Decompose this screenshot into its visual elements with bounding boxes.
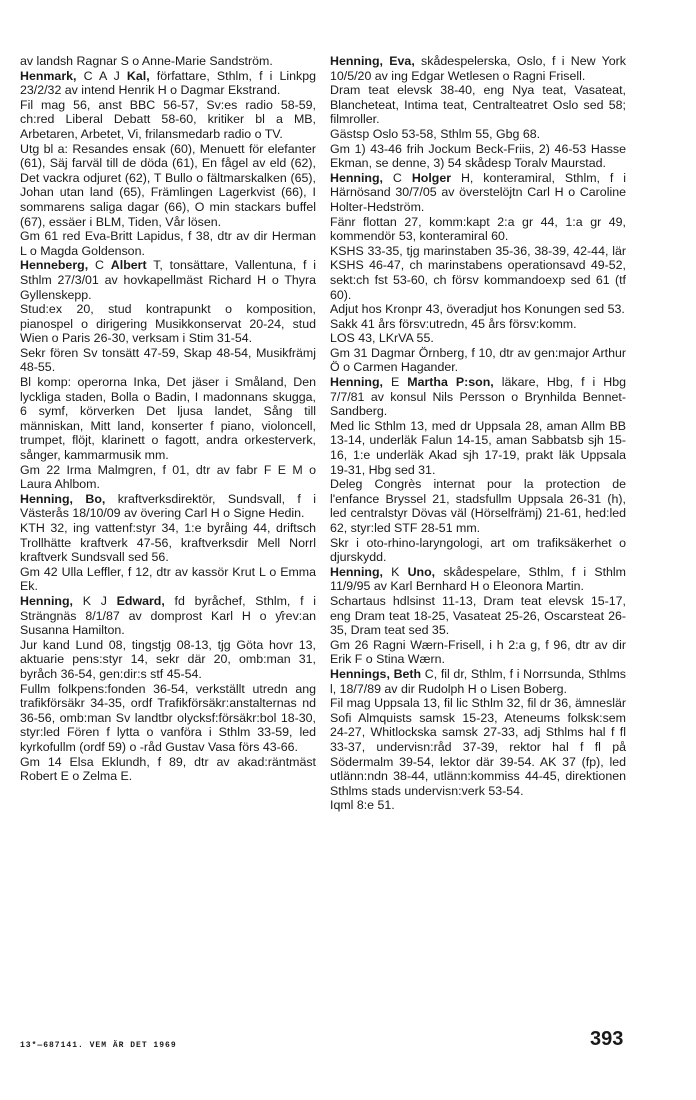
- entry-text: Stud:ex 20, stud kontrapunkt o komposition, pianospel o dirigering Musikkonservat 20-24, stud Wien o Paris 26-30, verksam i Stim 31-54.: [20, 302, 316, 346]
- entry-text: C, fil dr, Sthlm, f i Norrsunda, Sthlms l, 18/7/89 av dir Rudolph H o Lisen Boberg.: [330, 666, 626, 696]
- entry-paragraph: [330, 536, 626, 565]
- entry-paragraph: [20, 755, 316, 784]
- entry-paragraph: [20, 302, 316, 346]
- entry-heading-paragraph: [330, 171, 626, 215]
- entry-paragraph: [330, 696, 626, 798]
- entry-given-name: Holger: [411, 170, 452, 185]
- entry-given-name: Martha P:son,: [407, 375, 494, 390]
- entry-paragraph: [330, 244, 626, 302]
- entry-text: Gm 14 Elsa Eklundh, f 89, dtr av akad:räntmäst Robert E o Zelma E.: [20, 754, 316, 784]
- entry-paragraph: [330, 215, 626, 244]
- entry-paragraph: [20, 375, 316, 463]
- entry-text: Gm 61 red Eva-Britt Lapidus, f 38, dtr av dir Herman L o Magda Goldenson.: [20, 229, 316, 258]
- entry-initials: C: [383, 170, 412, 185]
- entry-heading-paragraph: [20, 492, 316, 521]
- entry-text: skådespelare, Sthlm, f i Sthlm 11/9/95 av Karl Bernhard H o Eleonora Martin.: [330, 564, 626, 594]
- entry-given-name: Bo,: [85, 491, 106, 506]
- entry-text: Iqml 8:e 51.: [330, 798, 395, 813]
- entry-paragraph: [330, 798, 626, 813]
- entry-text: fd byråchef, Sthlm, f i Strängnäs 8/1/87 av domprost Karl H o ƴrev:an Susanna Hamilton.: [20, 593, 316, 638]
- entry-paragraph: [330, 83, 626, 127]
- entry-text: Fil mag 56, anst BBC 56-57, Sv:es radio 58-59, ch:red Liberal Debatt 58-60, kritiker bl a MB, Arbetaren, Arbetet, Vi, frilansmedarb radio o TV.: [20, 97, 316, 141]
- entry-paragraph: [20, 54, 316, 69]
- entry-paragraph: [330, 638, 626, 667]
- entry-text: Adjut hos Kronpr 43, överadjut hos Konungen sed 53.: [330, 302, 625, 317]
- entry-text: Gm 42 Ulla Leffler, f 12, dtr av kassör Krut L o Emma Ek.: [20, 564, 316, 594]
- entry-initials: K J: [73, 593, 117, 608]
- entry-paragraph: [330, 331, 626, 346]
- entry-paragraph: [20, 142, 316, 230]
- entry-paragraph: [330, 142, 626, 171]
- entry-paragraph: [20, 682, 316, 755]
- entry-text: Bl komp: operorna Inka, Det jäser i Småland, Den lyckliga staden, Bolla o Badin, I madonnans skugga, 6 symf, körverken Det ljusa landet, Sång till människan, Mitt land, konserter f piano, violoncell, trumpet, flöjt, klarinett o fagott, andra orkesterverk, sånger, kammarmusik mm.: [20, 375, 316, 463]
- entry-text: Gm 22 Irma Malmgren, f 01, dtr av fabr F E M o Laura Ahlbom.: [20, 462, 316, 492]
- entry-heading-paragraph: [330, 667, 626, 696]
- entry-text: Skr i oto-rhino-laryngologi, art om trafiksäkerhet o djurskydd.: [330, 535, 626, 565]
- entry-initials: [73, 492, 85, 506]
- page-number: 393: [590, 1028, 624, 1050]
- entry-text: Fänr flottan 27, komm:kapt 2:a gr 44, 1:a gr 49, kommendör 53, konteramiral 60.: [330, 214, 626, 244]
- entry-text: Sekr fören Sv tonsätt 47-59, Skap 48-54, Musikfrämj 48-55.: [20, 345, 316, 375]
- entry-text: LOS 43, LKrVA 55.: [330, 331, 434, 346]
- entry-heading-paragraph: [20, 69, 316, 98]
- entry-paragraph: [330, 127, 626, 142]
- entry-text: Utg bl a: Resandes ensak (60), Menuett för elefanter (61), Säj farväl till de döda (61), En fågel av eld (62), Det vackra odjuret (62), T Bullo o fältmarskalken (65), Johan utan land (65), Främlingen Lagerkvist (66), I sommarens saliga dagar (66), O min stackars buffel (67), essäer i BLM, Tiden, Vår lösen.: [20, 141, 316, 229]
- entry-heading-paragraph: [20, 258, 316, 302]
- entry-surname: Henning,: [20, 491, 73, 506]
- entry-text: läkare, Hbg, f i Hbg 7/7/81 av konsul Nils Persson o Brynhilda Bennet-Sandberg.: [330, 375, 626, 419]
- entry-surname: Henneberg,: [20, 258, 89, 273]
- entry-given-name: Edward,: [116, 593, 165, 608]
- entry-heading-paragraph: [330, 375, 626, 419]
- entry-paragraph: [330, 419, 626, 477]
- entry-text: H, konteramiral, Sthlm, f i Härnösand 30/7/05 av överstelöjtn Carl H o Caroline Holter-Hedström.: [330, 170, 627, 214]
- left-column: [20, 54, 316, 784]
- entry-text: KTH 32, ing vattenf:styr 34, 1:e byråing 44, driftsch Trollhätte kraftverk 47-56, kraftverksdir Mell Norrl kraftverk Sundsvall sed 56.: [20, 521, 316, 565]
- footer-imprint: 13*—687141. VEM ÄR DET 1969: [20, 1041, 177, 1050]
- entry-initials: C A J: [76, 68, 127, 83]
- entry-text: Fil mag Uppsala 13, fil lic Sthlm 32, fil dr 36, ämneslär Sofi Almquists samsk 15-23, Ateneums folksk:sem 24-27, Whitlockska samsk 27-33, adj Sthlms hal f fl 33-37, undervisn:råd 37-39, rektor hal f fl på Södermalm 39-54, lektor där 39-54. AK 37 (fp), led utlänn:ndn 38-44, utlänn:kommiss 44-45, direktionen Sthlms stads undervisn:verk 53-54.: [330, 696, 626, 798]
- entry-text: Fullm folkpens:fonden 36-54, verkställt utredn ang trafikförsäkr 34-35, ordf Trafikförsäkr:anstalternas nd 36-56, omb:man Sv landtbr olycksf:försäkr:bol 18-30, styr:led Fören f lytta o vanföra i Sthlm 33-59, led kyrkofullm (ordf 59) o -råd Gustav Vasa förs 43-66.: [20, 681, 316, 754]
- entry-paragraph: [20, 638, 316, 682]
- entry-surname: Henning,: [330, 54, 383, 68]
- entry-surname: Henning,: [330, 170, 383, 185]
- entry-text: skådespelerska, Oslo, f i New York 10/5/20 av ing Edgar Wetlesen o Ragni Frisell.: [330, 54, 626, 83]
- entry-text: Gm 1) 43-46 frih Jockum Beck-Friis, 2) 46-53 Hasse Ekman, se denne, 3) 54 skådesp Toralv Maurstad.: [330, 141, 626, 171]
- entry-given-name: Albert: [110, 258, 147, 273]
- entry-text: Gm 26 Ragni Wærn-Frisell, i h 2:a g, f 96, dtr av dir Erik F o Stina Wærn.: [330, 637, 626, 667]
- right-column: [330, 54, 626, 813]
- entry-heading-paragraph: [330, 54, 626, 83]
- entry-paragraph: [20, 229, 316, 258]
- entry-heading-paragraph: [20, 594, 316, 638]
- entry-paragraph: [330, 477, 626, 535]
- entry-surname: Henmark,: [20, 68, 77, 83]
- entry-paragraph: [20, 565, 316, 594]
- entry-text: kraftverksdirektör, Sundsvall, f i Västerås 18/10/09 av övering Carl H o Signe Hedin.: [20, 491, 316, 521]
- entry-given-name: Kal,: [126, 68, 150, 83]
- entry-paragraph: [20, 98, 316, 142]
- entry-initials: K: [383, 564, 408, 579]
- entry-text: Gästsp Oslo 53-58, Sthlm 55, Gbg 68.: [330, 126, 541, 141]
- entry-paragraph: [20, 463, 316, 492]
- entry-text: författare, Sthlm, f i Linkpg 23/2/32 av intend Henrik H o Dagmar Ekstrand.: [20, 68, 316, 98]
- entry-text: T, tonsättare, Vallentuna, f i Sthlm 27/3/01 av hovkapellmäst Richard H o Thyra Gyllenskepp.: [20, 258, 317, 302]
- entry-paragraph: [330, 317, 626, 332]
- entry-text: av landsh Ragnar S o Anne-Marie Sandström.: [20, 54, 273, 68]
- entry-text: Dram teat elevsk 38-40, eng Nya teat, Vasateat, Blancheteat, Intima teat, Centralteatret Oslo sed 58; filmroller.: [330, 83, 626, 127]
- entry-heading-paragraph: [330, 565, 626, 594]
- entry-surname: Hennings,: [330, 666, 390, 681]
- entry-paragraph: [330, 302, 626, 317]
- entry-given-name: Uno,: [407, 564, 436, 579]
- entry-text: Gm 31 Dagmar Örnberg, f 10, dtr av gen:major Arthur Ö o Carmen Hagander.: [330, 345, 626, 375]
- entry-paragraph: [330, 346, 626, 375]
- entry-text: Deleg Congrès internat pour la protection de l'enfance Bryssel 21, stadsfullm Uppsala 26-31 (h), led centralstyr Dövas väl (Hörselfrämj) 21-61, hed:led 62, styr:led STF 28-51 mm.: [330, 477, 626, 535]
- entry-surname: Henning,: [330, 375, 383, 390]
- entry-text: KSHS 33-35, tjg marinstaben 35-36, 38-39, 42-44, lär KSHS 46-47, ch marinstabens operationsavd 49-52, sekt:ch fst 53-60, ch försv kommandoexp sed 61 (tf 60).: [330, 243, 626, 302]
- entry-paragraph: [20, 521, 316, 565]
- entry-given-name: Eva,: [389, 54, 415, 68]
- entry-text: Med lic Sthlm 13, med dr Uppsala 28, aman Allm BB 13-14, underläk Falun 14-15, aman Sabbatsb sjh 15-16, 1:e underläk Akad sjh 17-19, prakt läk Uppsala 19-31, Hbg sed 31.: [330, 418, 626, 477]
- entry-surname: Henning,: [330, 564, 383, 579]
- entry-initials: E: [383, 375, 408, 390]
- entry-text: Schartaus hdlsinst 11-13, Dram teat elevsk 15-17, eng Dram teat 18-25, Vasateat 25-26, Oscarsteat 26-35, Dram teat sed 35.: [330, 593, 626, 638]
- entry-given-name: Beth: [393, 666, 422, 681]
- entry-surname: Henning,: [20, 593, 73, 608]
- entry-text: Jur kand Lund 08, tingstjg 08-13, tjg Göta hovr 13, aktuarie pens:styr 14, sekr där 20, omb:man 31, byråch 36-54, gen:dir:s stf 45-54.: [20, 637, 316, 681]
- entry-paragraph: [20, 346, 316, 375]
- entry-initials: C: [88, 258, 111, 273]
- entry-paragraph: [330, 594, 626, 638]
- entry-text: Sakk 41 års försv:utredn, 45 års försv:komm.: [330, 316, 577, 331]
